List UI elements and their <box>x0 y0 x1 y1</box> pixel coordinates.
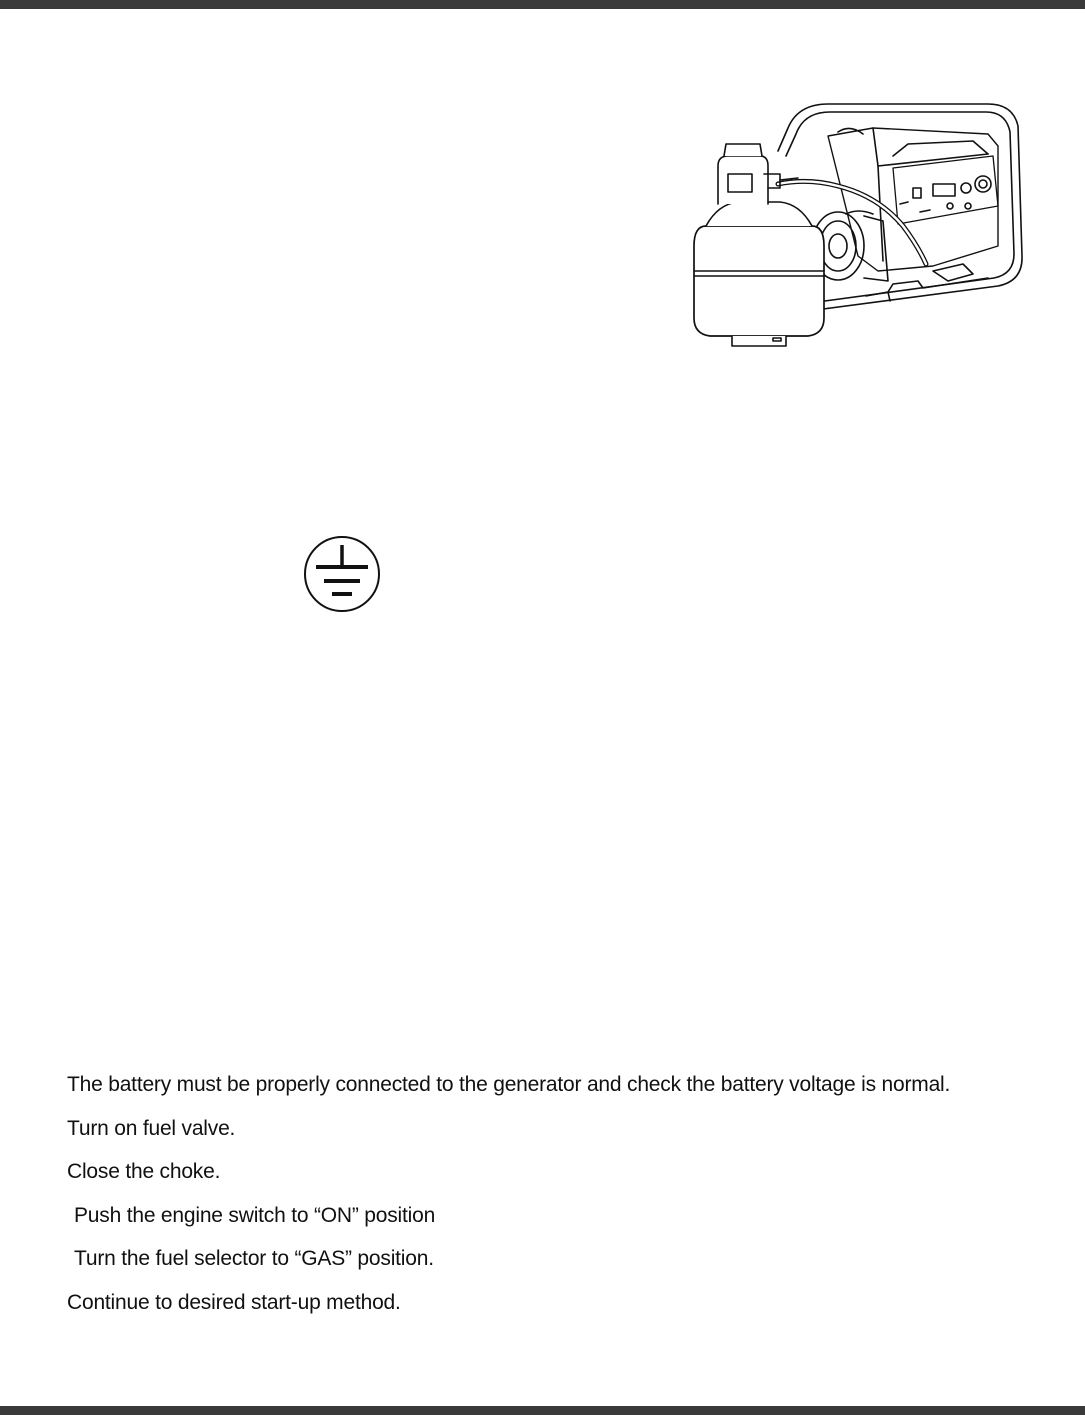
list-item: Close the choke. <box>67 1160 221 1183</box>
bottom-rule <box>0 1406 1085 1415</box>
list-item: Push the engine switch to “ON” position <box>74 1203 436 1227</box>
generator-illustration <box>688 96 1038 354</box>
list-item: Turn the fuel selector to “GAS” position. <box>74 1247 434 1270</box>
list-item: Turn on fuel valve. <box>67 1116 236 1140</box>
ground-symbol-icon <box>302 535 384 613</box>
top-rule <box>0 0 1085 9</box>
startup-steps-list <box>48 1063 1048 1324</box>
list-item: The battery must be properly connected to the generator and check the battery voltage is normal. <box>67 1073 951 1096</box>
list-item: Continue to desired start-up method. <box>67 1290 401 1314</box>
